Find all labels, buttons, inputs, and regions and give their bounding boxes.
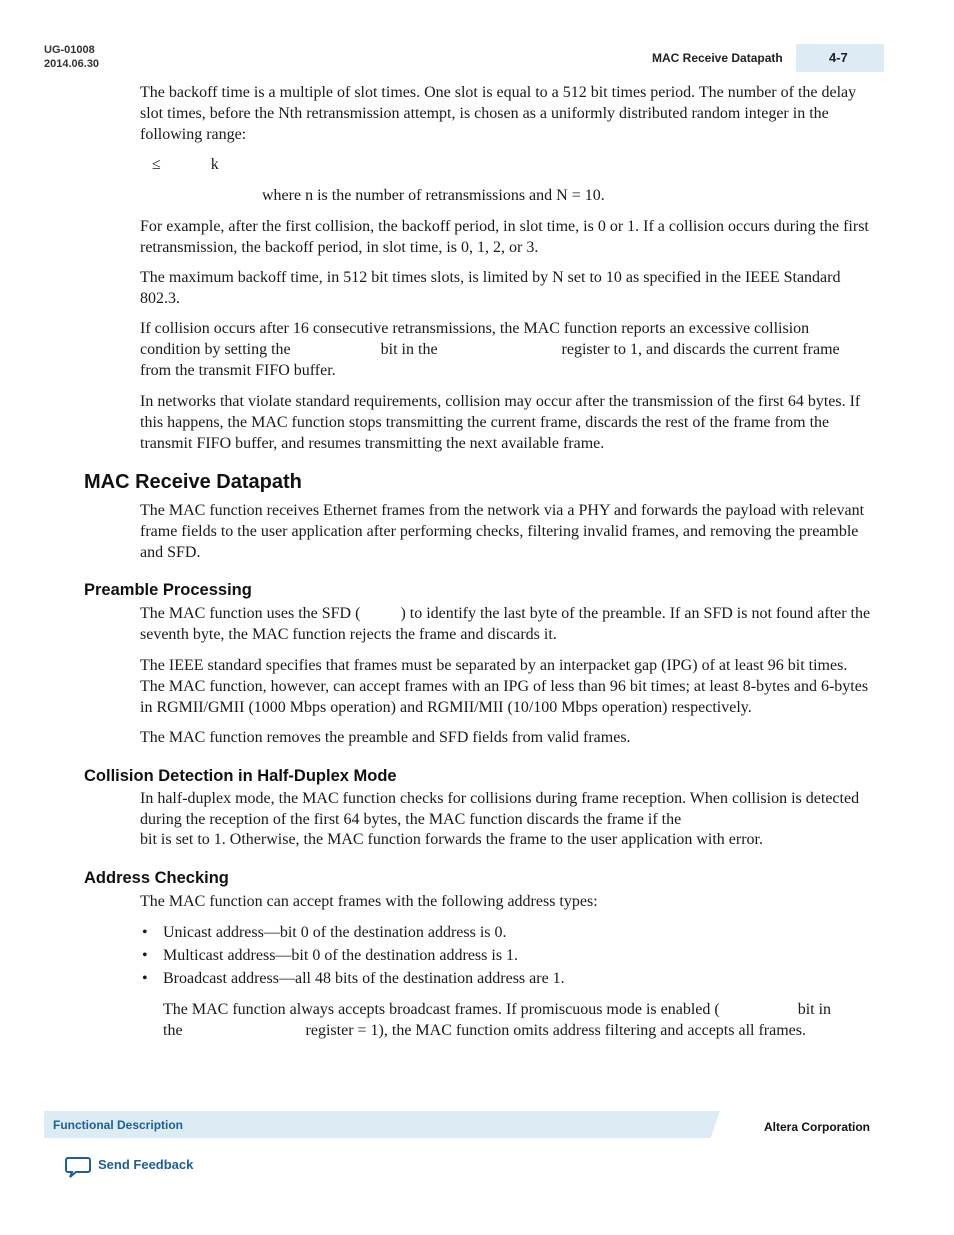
collision-heading: Collision Detection in Half-Duplex Mode [84, 767, 397, 785]
list-item: Multicast address—bit 0 of the destination address is 1. [163, 947, 519, 964]
late-collision-paragraph: In networks that violate standard requirements, collision may occur after the transmission of the first 64 bytes. If this happens, the MAC function stops transmitting the current frame, discards the rest of the frame from the transmit FIFO buffer, and resumes transmitting the next available frame. [140, 393, 861, 452]
excessive-collision-line2: condition by setting the bit in the register to 1, and discards the current frame [140, 341, 840, 358]
sfd-part-b: ) to identify the last byte of the preamble. If an SFD is not found after the seventh byte, the MAC function rejects the frame and discards it. [140, 605, 871, 643]
sfd-part-a: The MAC function uses the SFD ( [140, 605, 361, 622]
header-section-title: MAC Receive Datapath [652, 51, 783, 65]
max-backoff-paragraph: The maximum backoff time, in 512 bit times slots, is limited by N set to 10 as specified in the IEEE Standard 802.3. [140, 269, 841, 307]
document-date: 2014.06.30 [44, 58, 100, 70]
preamble-removal-paragraph: The MAC function removes the preamble and SFD fields from valid frames. [140, 729, 631, 746]
formula-le-symbol: ≤ [152, 156, 161, 173]
bullet-icon: • [142, 924, 148, 941]
feedback-bubble-icon[interactable] [65, 1155, 91, 1179]
range-formula [152, 154, 219, 175]
mac-receive-paragraph: The MAC function receives Ethernet frames from the network via a PHY and forwards the payload with relevant frame fields to the user application after performing checks, filtering invalid frames, and removing the preamble and SFD. [140, 502, 865, 561]
list-item: Unicast address—bit 0 of the destination address is 0. [163, 924, 507, 941]
excessive-collision-line3: from the transmit FIFO buffer. [140, 362, 336, 379]
bullet-icon: • [142, 947, 148, 964]
formula-where-text: where n is the number of retransmissions and N = 10. [262, 187, 605, 204]
backoff-paragraph: The backoff time is a multiple of slot times. One slot is equal to a 512 bit times period. The number of the delay slot times, before the Nth retransmission attempt, is chosen as a uniformly distributed random integer in the following range: [140, 84, 857, 143]
document-id: UG-01008 [44, 44, 95, 56]
company-name: Altera Corporation [764, 1120, 871, 1134]
address-intro: The MAC function can accept frames with the following address types: [140, 893, 598, 910]
promiscuous-part-c: register = 1), the MAC function omits address filtering and accepts all frames. [305, 1022, 806, 1039]
document-id-block [44, 43, 99, 71]
promiscuous-part-a: The MAC function always accepts broadcast frames. If promiscuous mode is enabled ( [163, 1001, 720, 1018]
bit-in-the-text: bit in the [380, 341, 438, 358]
formula-k-symbol: k [210, 156, 219, 173]
page-number: 4-7 [829, 50, 848, 65]
send-feedback-link[interactable]: Send Feedback [98, 1157, 194, 1172]
collision-paragraph-a: In half-duplex mode, the MAC function checks for collisions during frame reception. When collision is detected during the reception of the first 64 bytes, the MAC function discards the frame if the [140, 790, 860, 828]
bullet-icon: • [142, 970, 148, 987]
functional-description-link[interactable]: Functional Description [53, 1118, 184, 1132]
list-item: Broadcast address—all 48 bits of the destination address are 1. [163, 970, 565, 987]
promiscuous-line1: The MAC function always accepts broadcast frames. If promiscuous mode is enabled ( bit in [163, 1001, 832, 1018]
address-heading: Address Checking [84, 869, 229, 887]
preamble-heading: Preamble Processing [84, 581, 252, 599]
ipg-paragraph: The IEEE standard specifies that frames must be separated by an interpacket gap (IPG) of at least 96 bit times. The MAC function, however, can accept frames with an IPG of less than 96 bit times; at least 8-bytes and 6-bytes in RGMII/GMII (1000 Mbps operation) and RGMII/MII (10/100 Mbps operation) respectively. [140, 657, 869, 716]
collision-paragraph-b: bit is set to 1. Otherwise, the MAC function forwards the frame to the user application with error. [140, 831, 763, 848]
sfd-paragraph [140, 603, 872, 645]
backoff-example-paragraph: For example, after the first collision, the backoff period, in slot time, is 0 or 1. If a collision occurs during the first retransmission, the backoff period, in slot time, is 0, 1, 2, or 3. [140, 218, 869, 256]
mac-receive-heading: MAC Receive Datapath [84, 471, 302, 493]
promiscuous-line2: the register = 1), the MAC function omits address filtering and accepts all frames. [163, 1022, 806, 1039]
excessive-collision-paragraph: If collision occurs after 16 consecutive retransmissions, the MAC function reports an excessive collision [140, 320, 810, 337]
